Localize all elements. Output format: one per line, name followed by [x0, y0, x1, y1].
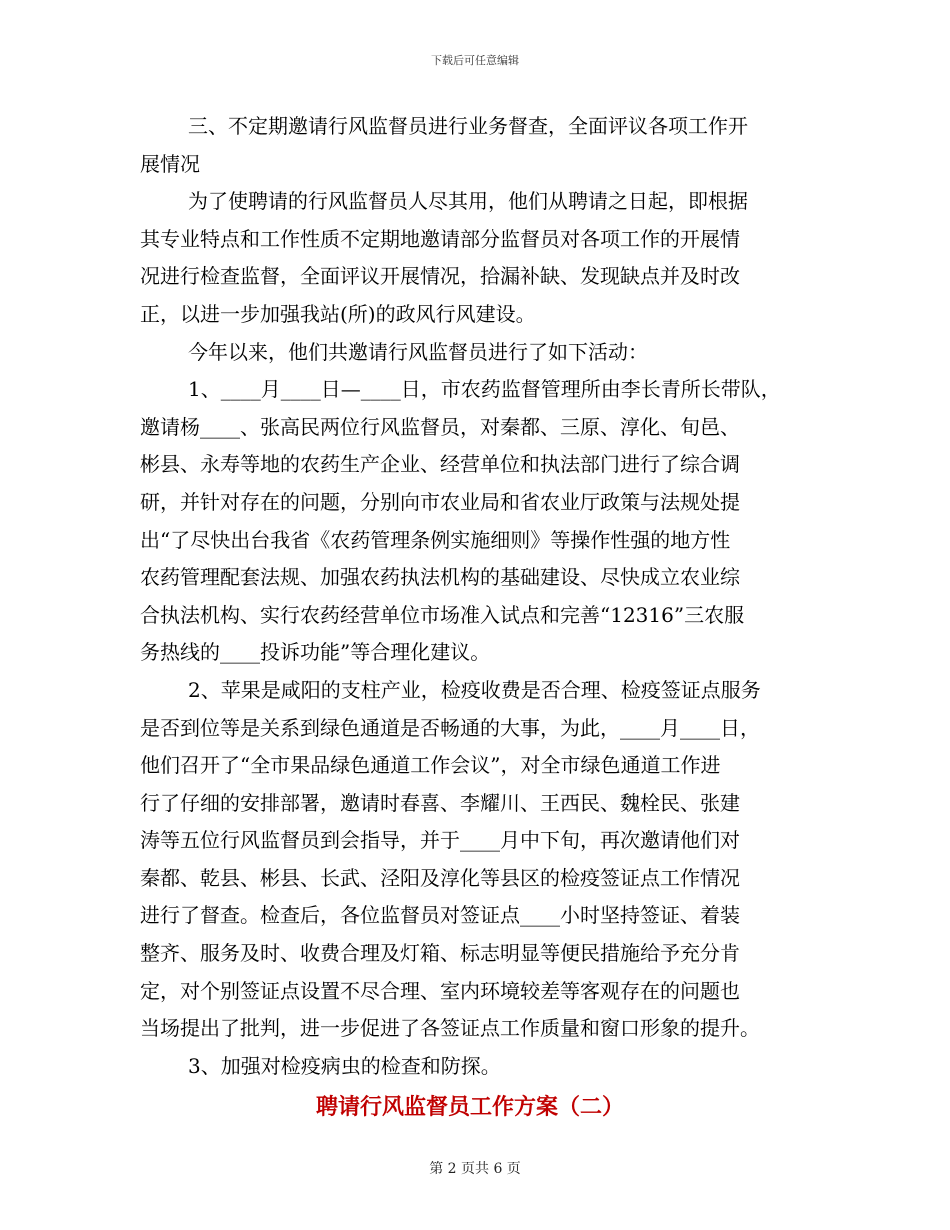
- text-line: 其专业特点和工作性质不定期地邀请部分监督员对各项工作的开展情: [140, 226, 740, 251]
- text-line: 农药管理配套法规、加强农药执法机构的基础建设、尽快成立农业综: [140, 565, 740, 590]
- text-line: 合执法机构、实行农药经营单位市场准入试点和完善“12316”三农服: [140, 602, 745, 627]
- text-line: 他们召开了“全市果品绿色通道工作会议”，对全市绿色通道工作进: [140, 753, 721, 778]
- text-line: 1、____月____日—____日，市农药监督管理所由李长青所长带队，: [188, 377, 781, 402]
- text-line: 3、加强对检疫病虫的检查和防探。: [188, 1053, 501, 1078]
- paragraph: [140, 334, 820, 372]
- text-line: 今年以来，他们共邀请行风监督员进行了如下活动：: [188, 339, 648, 364]
- text-line: 2、苹果是咸阳的支柱产业，检疫收费是否合理、检疫签证点服务: [188, 677, 761, 702]
- text-line: 邀请杨____、张高民两位行风监督员，对秦都、三原、淳化、旬邑、: [140, 414, 740, 439]
- text-line: 正，以进一步加强我站(所)的政风行风建设。: [140, 301, 536, 326]
- text-line: 出“了尽快出台我省《农药管理条例实施细则》等操作性强的地方性: [140, 527, 731, 552]
- text-line: 彬县、永寿等地的农药生产企业、经营单位和执法部门进行了综合调: [140, 452, 740, 477]
- text-line: 进行了督查。检查后，各位监督员对签证点____小时坚持签证、着装: [140, 903, 740, 928]
- text-line: 定，对个别签证点设置不尽合理、室内环境较差等客观存在的问题也: [140, 978, 740, 1003]
- paragraph: [140, 183, 820, 333]
- list-item: [140, 1048, 820, 1086]
- document-body: [140, 108, 820, 1127]
- list-item: [140, 672, 820, 1048]
- section-heading: [140, 108, 820, 183]
- text-line: 三、不定期邀请行风监督员进行业务督查，全面评议各项工作开: [188, 114, 748, 138]
- text-line: 研，并针对存在的问题，分别向市农业局和省农业厅政策与法规处提: [140, 489, 740, 514]
- page-footer: 第 2 页共 6 页: [429, 1161, 521, 1177]
- text-line: 当场提出了批判，进一步促进了各签证点工作质量和窗口形象的提升。: [140, 1016, 760, 1041]
- page-header: 下载后可任意编辑: [431, 54, 519, 67]
- text-line: 况进行检查监督，全面评议开展情况，拾漏补缺、发现缺点并及时改: [140, 264, 740, 289]
- text-line: 务热线的____投诉功能”等合理化建议。: [140, 640, 491, 665]
- text-line: 为了使聘请的行风监督员人尽其用，他们从聘请之日起，即根据: [188, 189, 748, 214]
- text-line: 行了仔细的安排部署，邀请时春喜、李耀川、王西民、魏栓民、张建: [140, 790, 740, 815]
- text-line: 展情况: [140, 151, 200, 176]
- text-line: 涛等五位行风监督员到会指导，并于____月中下旬，再次邀请他们对: [140, 828, 740, 853]
- text-line: 整齐、服务及时、收费合理及灯箱、标志明显等便民措施给予充分肯: [140, 941, 740, 966]
- text-line: 秦都、乾县、彬县、长武、泾阳及淳化等县区的检疫签证点工作情况: [140, 865, 740, 890]
- list-item: [140, 371, 820, 672]
- next-section-title: 聘请行风监督员工作方案（二）: [315, 1094, 624, 1121]
- text-line: 是否到位等是关系到绿色通道是否畅通的大事，为此，____月____日，: [140, 715, 760, 740]
